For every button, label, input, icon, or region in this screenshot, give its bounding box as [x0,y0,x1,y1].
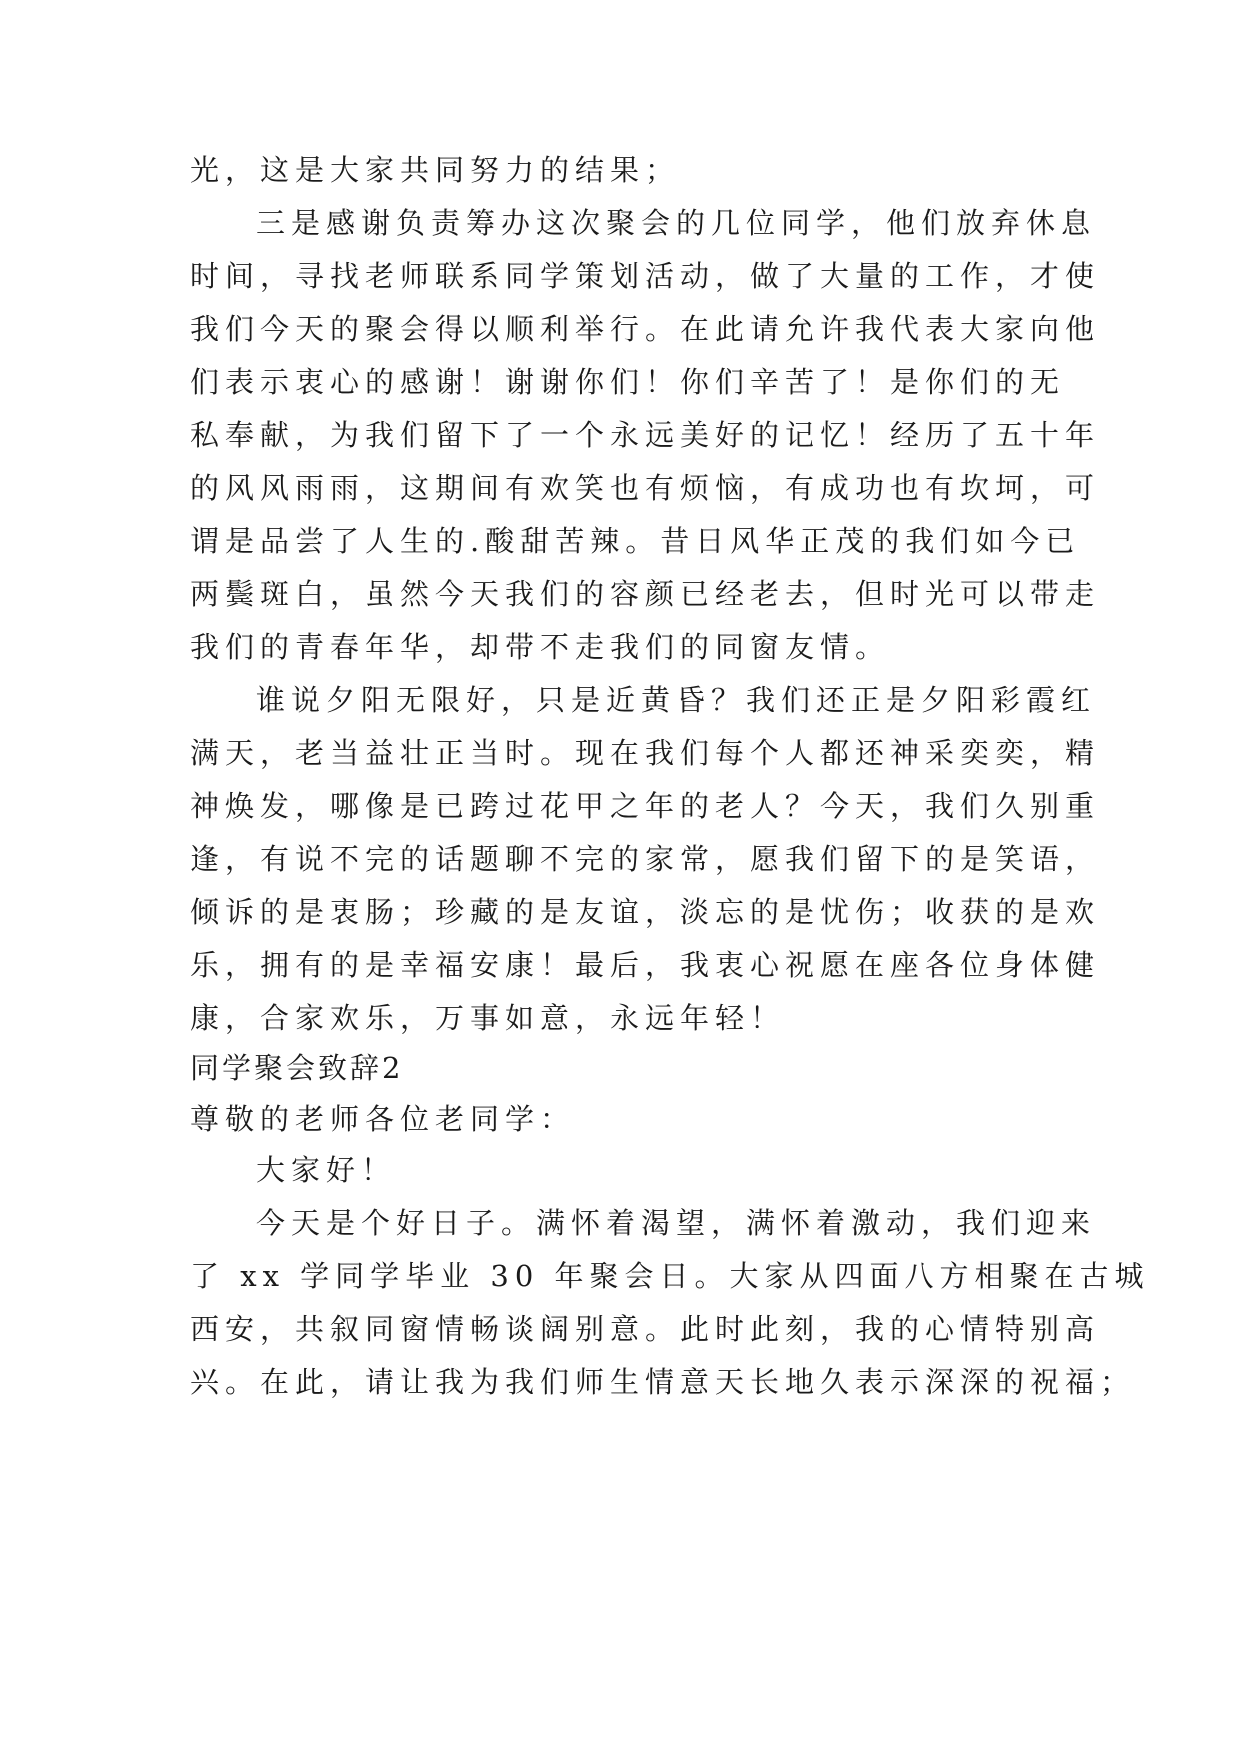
salutation: 尊敬的老师各位老同学： [190,1102,576,1136]
text-line: 乐，拥有的是幸福安康！最后，我衷心祝愿在座各位身体健 [190,948,1101,982]
text-line: 三是感谢负责筹办这次聚会的几位同学，他们放弃休息 [256,206,1097,240]
text-line: 谁说夕阳无限好，只是近黄昏？我们还正是夕阳彩霞红 [256,683,1097,717]
text-line: 满天，老当益壮正当时。现在我们每个人都还神采奕奕，精 [190,736,1101,770]
text-line: 谓是品尝了人生的.酸甜苦辣。昔日风华正茂的我们如今已 [190,524,1081,558]
text-line: 我们今天的聚会得以顺利举行。在此请允许我代表大家向他 [190,312,1101,346]
text-line: 们表示衷心的感谢！谢谢你们！你们辛苦了！是你们的无 [190,365,1066,399]
text-line: 西安，共叙同窗情畅谈阔别意。此时此刻，我的心情特别高 [190,1312,1101,1346]
text-line: 时间，寻找老师联系同学策划活动，做了大量的工作，才使 [190,259,1101,293]
text-line: 我们的青春年华，却带不走我们的同窗友情。 [190,630,891,664]
text-line: 倾诉的是衷肠；珍藏的是友谊，淡忘的是忧伤；收获的是欢 [190,895,1101,929]
text-line: 兴。在此，请让我为我们师生情意天长地久表示深深的祝福； [190,1365,1136,1399]
text-line: 光，这是大家共同努力的结果； [190,153,681,187]
greeting: 大家好！ [256,1153,397,1187]
text-line: 两鬓斑白，虽然今天我们的容颜已经老去，但时光可以带走 [190,577,1101,611]
text-line: 私奉献，为我们留下了一个永远美好的记忆！经历了五十年 [190,418,1101,452]
section-heading: 同学聚会致辞2 [190,1051,404,1085]
text-line: 逢，有说不完的话题聊不完的家常，愿我们留下的是笑语， [190,842,1101,876]
text-line: 康，合家欢乐，万事如意，永远年轻！ [190,1001,786,1035]
text-line: 今天是个好日子。满怀着渴望，满怀着激动，我们迎来 [256,1206,1097,1240]
text-line: 了 xx 学同学毕业 30 年聚会日。大家从四面八方相聚在古城 [190,1259,1150,1293]
text-line: 的风风雨雨，这期间有欢笑也有烦恼，有成功也有坎坷，可 [190,471,1101,505]
text-line: 神焕发，哪像是已跨过花甲之年的老人？今天，我们久别重 [190,789,1101,823]
